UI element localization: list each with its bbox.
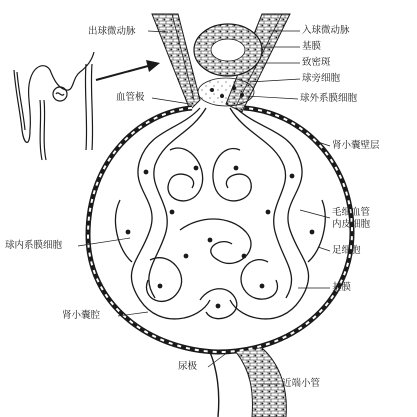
label-macula-densa: 致密斑: [302, 57, 331, 68]
label-urinary-pole: 尿极: [178, 361, 198, 372]
macula-densa-tubule: [194, 24, 262, 76]
label-intraglomerular-mesangial-cell: 球内系膜细胞: [5, 240, 63, 251]
cell-nuclei: [126, 166, 315, 309]
efferent-arteriole: [152, 14, 200, 110]
label-capsular-space: 肾小囊腔: [62, 310, 101, 321]
proximal-tubule: [210, 348, 286, 417]
label-vascular-pole: 血管极: [116, 92, 145, 103]
label-basement-membrane-bottom: 基膜: [332, 282, 352, 293]
label-proximal-tubule: 近端小管: [282, 378, 321, 389]
label-extraglomerular-mesangial-cell: 球外系膜细胞: [300, 93, 358, 104]
label-parietal-layer: 肾小囊壁层: [332, 140, 380, 151]
juxtaglomerular-region: [198, 78, 254, 106]
pointer-arrow: [96, 60, 160, 80]
glomerulus-capillaries: [116, 108, 326, 319]
label-podocyte: 足细胞: [332, 245, 361, 256]
nephron-overview-sketch: [14, 52, 94, 160]
label-capillary-line2: 内皮细胞: [332, 219, 371, 230]
label-afferent-arteriole: 入球微动脉: [302, 25, 350, 36]
label-efferent-arteriole: 出球微动脉: [88, 26, 136, 37]
label-basement-membrane-top: 基膜: [302, 41, 322, 52]
label-juxtaglomerular-cell: 球旁细胞: [302, 73, 341, 84]
label-capillary-line1: 毛细血管: [332, 207, 371, 218]
